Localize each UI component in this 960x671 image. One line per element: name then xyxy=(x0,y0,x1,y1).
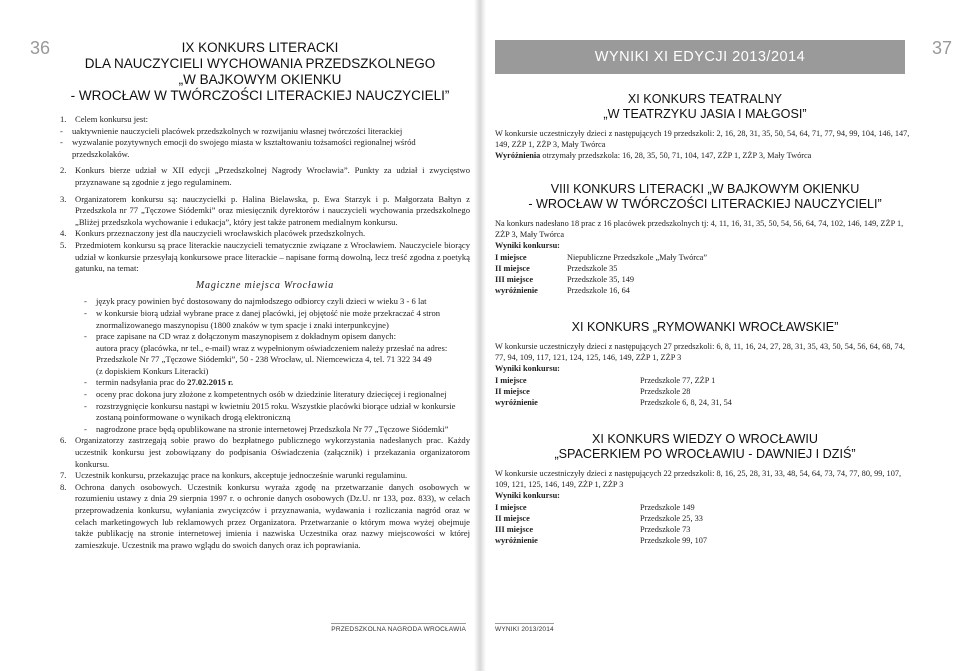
condition-item: - nagrodzone prace będą opublikowane na stronie internetowej Przedszkola Nr 77 „Tęczowe Siódemki” xyxy=(84,423,449,434)
competition-title xyxy=(60,40,460,104)
section-paragraph: W konkursie uczestniczyły dzieci z następujących 19 przedszkoli: 2, 16, 28, 31, 35, 50, 54, 64, 71, 77, 94, 99, 104, 146, 147, 149, ZŻP 1, ZŻP 3, Mały Twórca xyxy=(495,129,910,150)
section-paragraph: W konkursie uczestniczyły dzieci z następujących 22 przedszkoli: 8, 16, 25, 28, 31, 33, 48, 54, 64, 73, 74, 77, 80, 99, 107, 109, 121, 125, 146, 149, ZŻP 1, ZŻP 3 xyxy=(495,469,902,490)
book-spine xyxy=(474,0,486,671)
section-title: XI KONKURS TEATRALNY „W TEATRZYKU JASIA I MAŁGOSI” xyxy=(603,92,807,121)
results-section-theatre xyxy=(495,92,915,162)
award-row: III miejsce Przedszkole 35, 149 xyxy=(495,275,635,285)
section-title: XI KONKURS WIEDZY O WROCŁAWIU „SPACERKIEM PO WROCŁAWIU - DAWNIEJ I DZIŚ” xyxy=(554,432,856,461)
deadline-item: - termin nadsyłania prac do 27.02.2015 r. xyxy=(84,377,234,388)
award-row: I miejsce Przedszkole 149 xyxy=(495,502,695,512)
rule-text: Celem konkursu jest: xyxy=(75,114,149,124)
theme-slogan: Magiczne miejsca Wrocławia xyxy=(195,279,335,291)
address-block xyxy=(84,343,470,378)
title-line: - WROCŁAW W TWÓRCZOŚCI LITERACKIEJ NAUCZYCIELI” xyxy=(70,88,450,103)
condition-item: - oceny prac dokona jury złożone z kompetentnych osób w dziedzinie literatury dziecięcej i regionalnej xyxy=(84,389,447,400)
condition-item: - rozstrzygnięcie konkursu nastąpi w kwietniu 2015 roku. Wszystkie placówki biorące udział w konkursie zostaną poinformowane o wynikach drogą elektroniczną xyxy=(84,400,456,423)
rule-item: 6. Organizatorzy zastrzegają sobie prawo do bezpłatnego publicznego wykorzystania nadesłanych prac. Każdy uczestnik konkursu jest zobowiązany do podpisania Oświadczenia (załącznik) i przekazania organizatorom konkursu. xyxy=(60,435,470,469)
results-label: Wyniki konkursu: xyxy=(495,364,560,374)
condition-item: - język pracy powinien być dostosowany do najmłodszego odbiorcy czyli dzieci w wieku 3 - 6 lat xyxy=(84,296,427,307)
page-footer-left: PRZEDSZKOLNA NAGRODA WROCŁAWIA xyxy=(331,623,466,633)
title-line: IX KONKURS LITERACKI xyxy=(181,40,339,55)
address-line: autora pracy (placówka, nr tel., e-mail) wraz z wypełnionym oświadczeniem należy przesłać na adres: xyxy=(96,342,448,353)
award-row: I miejsce Niepubliczne Przedszkole „Mały Twórca” xyxy=(495,252,708,262)
page-number-left: 36 xyxy=(30,38,51,58)
section-title: XI KONKURS „RYMOWANKI WROCŁAWSKIE” xyxy=(571,320,839,334)
address-line: (z dopiskiem Konkurs Literacki) xyxy=(96,365,209,376)
award-row: I miejsce Przedszkole 77, ZŻP 1 xyxy=(495,375,716,385)
section-paragraph: Wyróżnienia otrzymały przedszkola: 16, 28, 35, 50, 71, 104, 147, ZŻP 1, ZŻP 3, Mały Twórca xyxy=(495,151,812,161)
title-line: „W BAJKOWYM OKIENKU xyxy=(178,72,342,87)
results-label: Wyniki konkursu: xyxy=(495,491,560,501)
rule-item: 7. Uczestnik konkursu, przekazując prace na konkurs, akceptuje jednocześnie warunki regulaminu. xyxy=(60,470,408,481)
results-section-knowledge xyxy=(495,432,915,546)
award-row: II miejsce Przedszkole 28 xyxy=(495,386,691,396)
rule-item: 2. Konkurs bierze udział w XII edycji „Przedszkolnej Nagrody Wrocławia”. Punkty za udział i zwycięstwo przyznawane są zgodnie z jego regulaminem. xyxy=(60,165,470,187)
page-number-right: 37 xyxy=(931,38,952,58)
rule-item: 8. Ochrona danych osobowych. Uczestnik konkursu wyraża zgodę na przetwarzanie danych osobowych w rozumieniu ustawy z dnia 29 sierpnia 1997 r. o ochronie danych osobowych (Dz.U. nr 133, poz. 833), w celach przeprowadzenia konkursu, wyłaniania zwycięzców i przyznawania, wydawania i rozliczania nagród oraz w celach marketingowych lub reklamowych przez Organizatora. Przetwarzanie o którym mowa wyżej obejmuje także publikację na stronie internetowej imienia i nazwiska Uczestnika oraz nazwy miejscowości w której zamieszkuje. Uczestnik ma prawo wglądu do swoich danych oraz ich poprawiania. xyxy=(60,481,470,550)
address-line: Przedszkole Nr 77 „Tęczowe Siódemki”, 50 - 238 Wrocław, ul. Niemcewicza 4, tel. 71 322 34 49 xyxy=(96,354,432,365)
rule-item: 4. Konkurs przeznaczony jest dla nauczycieli wrocławskich placówek przedszkolnych. xyxy=(60,228,366,239)
results-section-literary xyxy=(495,182,915,296)
conditions-list xyxy=(60,296,470,435)
condition-item: - prace zapisane na CD wraz z dołączonym maszynopisem z dokładnym opisem danych: xyxy=(84,331,396,342)
deadline-date: 27.02.2015 r. xyxy=(187,377,234,388)
section-title: VIII KONKURS LITERACKI „W BAJKOWYM OKIENKU - WROCŁAW W TWÓRCZOŚCI LITERACKIEJ NAUCZYCIELI” xyxy=(528,182,882,211)
results-section-rhymes xyxy=(495,320,915,408)
rule-item: 3. Organizatorem konkursu są: nauczycielki p. Halina Bielawska, p. Ewa Starzyk i p. Małgorzata Bałtyn z Przedszkola nr 77 „Tęczowe Siódemki” oraz miesięcznik dyrektorów i nauczycieli wychowania przedszkolnego „Bliżej przedszkola wychowanie i edukacja”, który jest także patronem medialnym konkursu. xyxy=(60,193,470,227)
section-paragraph: Na konkurs nadesłano 18 prac z 16 placówek przedszkolnych tj: 4, 11, 16, 31, 35, 50, 54, 56, 64, 74, 102, 146, 149, ZŻP 1, ZŻP 3, Mały Twórca xyxy=(495,219,904,240)
award-row: II miejsce Przedszkole 25, 33 xyxy=(495,513,703,523)
award-row: wyróżnienie Przedszkole 6, 8, 24, 31, 54 xyxy=(495,398,732,408)
award-row: wyróżnienie Przedszkole 16, 64 xyxy=(495,286,630,296)
rule-item: 5. Przedmiotem konkursu są prace literackie nauczycieli tematycznie związane z Wrocławiem. Nauczyciele biorący udział w konkursie przesyłają konkursowe prace literackie – napisane formą dowolną, lecz treść zgodna z poetyką gatunku, na temat: xyxy=(60,239,470,274)
section-paragraph: W konkursie uczestniczyły dzieci z następujących 27 przedszkoli: 6, 8, 11, 16, 24, 27, 28, 31, 35, 43, 50, 54, 56, 64, 68, 74, 77, 94, 109, 117, 121, 124, 125, 146, 149, ZŻP 1, ZŻP 3 xyxy=(495,342,905,363)
rules-list xyxy=(60,114,470,551)
page-footer-right: WYNIKI 2013/2014 xyxy=(495,623,554,633)
rule-number: 1. xyxy=(60,114,67,124)
award-row: III miejsce Przedszkole 73 xyxy=(495,525,691,535)
results-label: Wyniki konkursu: xyxy=(495,241,560,251)
results-header: WYNIKI XI EDYCJI 2013/2014 xyxy=(495,40,905,74)
goal-item: - uaktywnienie nauczycieli placówek przedszkolnych w rozwijaniu własnej twórczości literackiej xyxy=(60,125,403,136)
rule-item xyxy=(60,114,470,126)
award-row: II miejsce Przedszkole 35 xyxy=(495,263,618,273)
goal-item: - wyzwalanie pozytywnych emocji do swojego miasta w kształtowaniu tożsamości regionalnej wśród przedszkolaków. xyxy=(60,137,416,159)
award-row: wyróżnienie Przedszkole 99, 107 xyxy=(495,536,708,546)
condition-item: - w konkursie biorą udział wybrane prace z danej placówki, jej objętość nie może przekraczać 4 stron znormalizowanego maszynopisu (1800 znaków w tym spacje i znaki interpunkcyjne) xyxy=(84,307,441,330)
title-line: DLA NAUCZYCIELI WYCHOWANIA PRZEDSZKOLNEGO xyxy=(84,56,436,71)
